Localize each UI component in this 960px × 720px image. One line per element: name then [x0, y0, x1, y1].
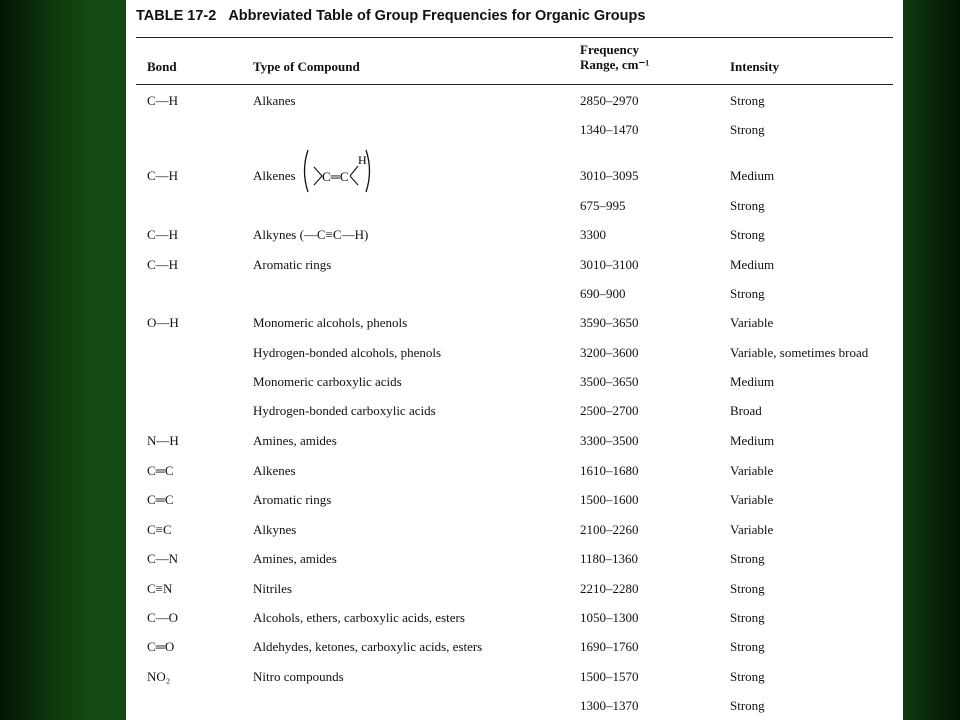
top-rule — [136, 37, 893, 38]
table-row — [126, 343, 903, 363]
cell-intensity: Medium — [730, 433, 775, 448]
cell-intensity: Variable — [730, 492, 774, 507]
table-row — [126, 372, 903, 392]
cell-intensity: Strong — [730, 93, 765, 108]
cell-type: Alkynes (—C≡C—H) — [253, 227, 369, 242]
table-row — [126, 579, 903, 599]
cell-intensity: Strong — [730, 551, 765, 566]
cell-frequency: 3590–3650 — [580, 315, 639, 330]
cell-type: Alkenes — [253, 168, 296, 183]
table-row — [126, 696, 903, 716]
table-row — [126, 91, 903, 111]
cell-frequency: 3010–3100 — [580, 257, 639, 272]
cell-bond: C≡C — [147, 522, 172, 537]
cell-frequency: 2500–2700 — [580, 403, 639, 418]
cell-frequency: 1610–1680 — [580, 463, 639, 478]
cell-frequency: 2850–2970 — [580, 93, 639, 108]
cell-frequency: 3500–3650 — [580, 374, 639, 389]
cell-frequency: 1300–1370 — [580, 698, 639, 713]
table-label: TABLE 17-2 — [136, 8, 217, 24]
cell-frequency: 3200–3600 — [580, 345, 639, 360]
cell-bond: C—O — [147, 610, 179, 625]
cell-bond: C—H — [147, 93, 179, 108]
cell-type: Aromatic rings — [253, 492, 332, 507]
table-row — [126, 667, 903, 687]
left-paren-icon — [305, 150, 309, 192]
cell-bond: C—H — [147, 257, 179, 272]
cell-type: Aldehydes, ketones, carboxylic acids, esters — [253, 639, 483, 654]
cell-frequency: 2210–2280 — [580, 581, 639, 596]
cell-frequency: 1180–1360 — [580, 551, 639, 566]
cell-intensity: Strong — [730, 198, 765, 213]
table-row — [126, 255, 903, 275]
cell-intensity: Strong — [730, 286, 765, 301]
table-row — [126, 461, 903, 481]
cell-frequency: 690–900 — [580, 286, 626, 301]
cell-type: Alkenes — [253, 463, 296, 478]
cell-intensity: Variable, sometimes broad — [730, 345, 869, 360]
bond-line-icon — [350, 166, 358, 176]
cell-intensity: Strong — [730, 639, 765, 654]
table-row — [126, 608, 903, 628]
cell-bond: C═C — [147, 463, 174, 478]
cell-frequency: 3300 — [580, 227, 606, 242]
table-row — [126, 637, 903, 657]
cell-frequency: 3300–3500 — [580, 433, 639, 448]
header-frequency-line2: Range, cm⁻¹ — [580, 57, 650, 72]
cell-bond: C═C — [147, 492, 174, 507]
cell-type: Nitro compounds — [253, 669, 344, 684]
cell-intensity: Strong — [730, 581, 765, 596]
cell-type: Alkanes — [253, 93, 296, 108]
table-row — [126, 401, 903, 421]
table-title-text: Abbreviated Table of Group Frequencies for Organic Groups — [228, 8, 646, 24]
table-row — [126, 284, 903, 304]
cell-intensity: Strong — [730, 698, 765, 713]
cell-frequency: 1500–1600 — [580, 492, 639, 507]
table-title — [136, 8, 645, 24]
header-frequency-line1: Frequency — [580, 42, 639, 57]
cell-type: Hydrogen-bonded carboxylic acids — [253, 403, 436, 418]
cell-intensity: Medium — [730, 374, 775, 389]
cell-intensity: Strong — [730, 122, 765, 137]
cell-intensity: Strong — [730, 610, 765, 625]
table-row — [126, 196, 903, 216]
cell-type: Monomeric carboxylic acids — [253, 374, 402, 389]
cell-type: Aromatic rings — [253, 257, 332, 272]
alkene-h-text: H — [358, 153, 367, 167]
cell-intensity: Broad — [730, 403, 762, 418]
table-row — [126, 549, 903, 569]
table-row — [126, 120, 903, 140]
cell-frequency: 3010–3095 — [580, 168, 639, 183]
cell-intensity: Medium — [730, 168, 775, 183]
cell-type: Alkynes — [253, 522, 297, 537]
header-type-of-compound: Type of Compound — [253, 59, 360, 74]
header-frequency — [580, 42, 649, 72]
header-intensity: Intensity — [730, 59, 780, 74]
cell-type: Monomeric alcohols, phenols — [253, 315, 408, 330]
cell-bond: C—N — [147, 551, 179, 566]
cell-bond: C—H — [147, 227, 179, 242]
cell-type: Nitriles — [253, 581, 292, 596]
cell-bond: N—H — [147, 433, 179, 448]
cell-type: Amines, amides — [253, 433, 337, 448]
cell-intensity: Variable — [730, 522, 774, 537]
table-row — [126, 313, 903, 333]
cell-frequency: 1340–1470 — [580, 122, 639, 137]
cell-intensity: Variable — [730, 315, 774, 330]
table-row — [126, 166, 903, 186]
cell-bond: C═O — [147, 639, 175, 654]
alkene-core-text: C═C — [322, 169, 349, 184]
cell-frequency: 1050–1300 — [580, 610, 639, 625]
cell-bond: C≡N — [147, 581, 173, 596]
cell-intensity: Strong — [730, 227, 765, 242]
cell-bond: C—H — [147, 168, 179, 183]
header-bond: Bond — [147, 59, 177, 74]
bond-line-icon — [314, 176, 322, 185]
cell-intensity: Variable — [730, 463, 774, 478]
table-row — [126, 225, 903, 245]
table-row — [126, 520, 903, 540]
bond-line-icon — [350, 176, 358, 185]
header-rule — [136, 84, 893, 85]
alkene-structure-diagram — [300, 146, 374, 196]
cell-bond: NO₂ — [147, 669, 171, 684]
cell-frequency: 1690–1760 — [580, 639, 639, 654]
cell-intensity: Medium — [730, 257, 775, 272]
cell-frequency: 1500–1570 — [580, 669, 639, 684]
bond-line-icon — [314, 167, 322, 176]
cell-type: Amines, amides — [253, 551, 337, 566]
cell-intensity: Strong — [730, 669, 765, 684]
table-row — [126, 431, 903, 451]
cell-frequency: 2100–2260 — [580, 522, 639, 537]
cell-type: Alcohols, ethers, carboxylic acids, esters — [253, 610, 465, 625]
table-row — [126, 490, 903, 510]
cell-bond: O—H — [147, 315, 179, 330]
cell-frequency: 675–995 — [580, 198, 626, 213]
cell-type: Hydrogen-bonded alcohols, phenols — [253, 345, 442, 360]
table-page — [126, 0, 903, 720]
